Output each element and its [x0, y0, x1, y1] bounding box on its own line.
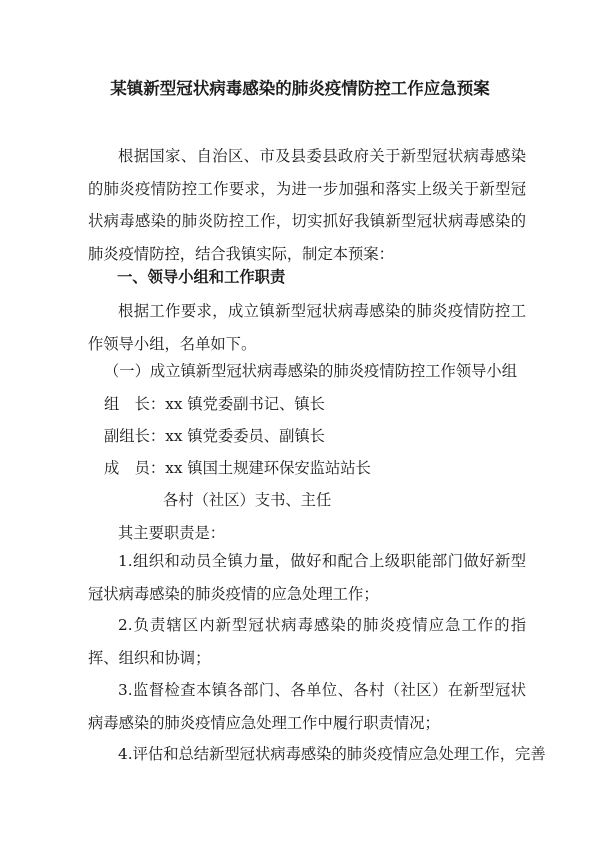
duty-item-4: 4.评估和总结新型冠状病毒感染的肺炎疫情应急处理工作，完善 — [118, 745, 546, 763]
document-title: 某镇新型冠状病毒感染的肺炎疫情防控工作应急预案 — [110, 79, 490, 98]
duty-item-3: 3.监督检查本镇各部门、各单位、各村（社区）在新型冠状病毒感染的肺炎疫情应急处理工作中履行职责情况； — [88, 681, 526, 732]
members-continuation-line: 各村（社区）支书、主任 — [163, 491, 332, 509]
section-1-paragraph: 根据工作要求，成立镇新型冠状病毒感染的肺炎疫情防控工作领导小组，名单如下。 — [88, 302, 526, 353]
members-line: 成 员：xx 镇国土规建环保安监站站长 — [104, 459, 371, 477]
section-1-heading: 一、领导小组和工作职责 — [117, 268, 286, 286]
duty-item-2: 2.负责辖区内新型冠状病毒感染的肺炎疫情应急工作的指挥、组织和协调； — [88, 616, 526, 667]
leader-line: 组 长：xx 镇党委副书记、镇长 — [104, 395, 325, 413]
duties-intro: 其主要职责是： — [118, 524, 226, 542]
intro-paragraph: 根据国家、自治区、市及县委县政府关于新型冠状病毒感染的肺炎疫情防控工作要求，为进一步加强和落实上级关于新型冠状病毒感染的肺炎防控工作，切实抓好我镇新型冠状病毒感染的肺炎疫情防控，结合我镇实际，制定本预案： — [88, 147, 526, 263]
subsection-1-heading: （一）成立镇新型冠状病毒感染的肺炎疫情防控工作领导小组 — [104, 362, 518, 380]
deputy-leader-line: 副组长：xx 镇党委委员、副镇长 — [104, 427, 325, 445]
duty-item-1: 1.组织和动员全镇力量，做好和配合上级职能部门做好新型冠状病毒感染的肺炎疫情的应急处理工作； — [88, 552, 526, 603]
